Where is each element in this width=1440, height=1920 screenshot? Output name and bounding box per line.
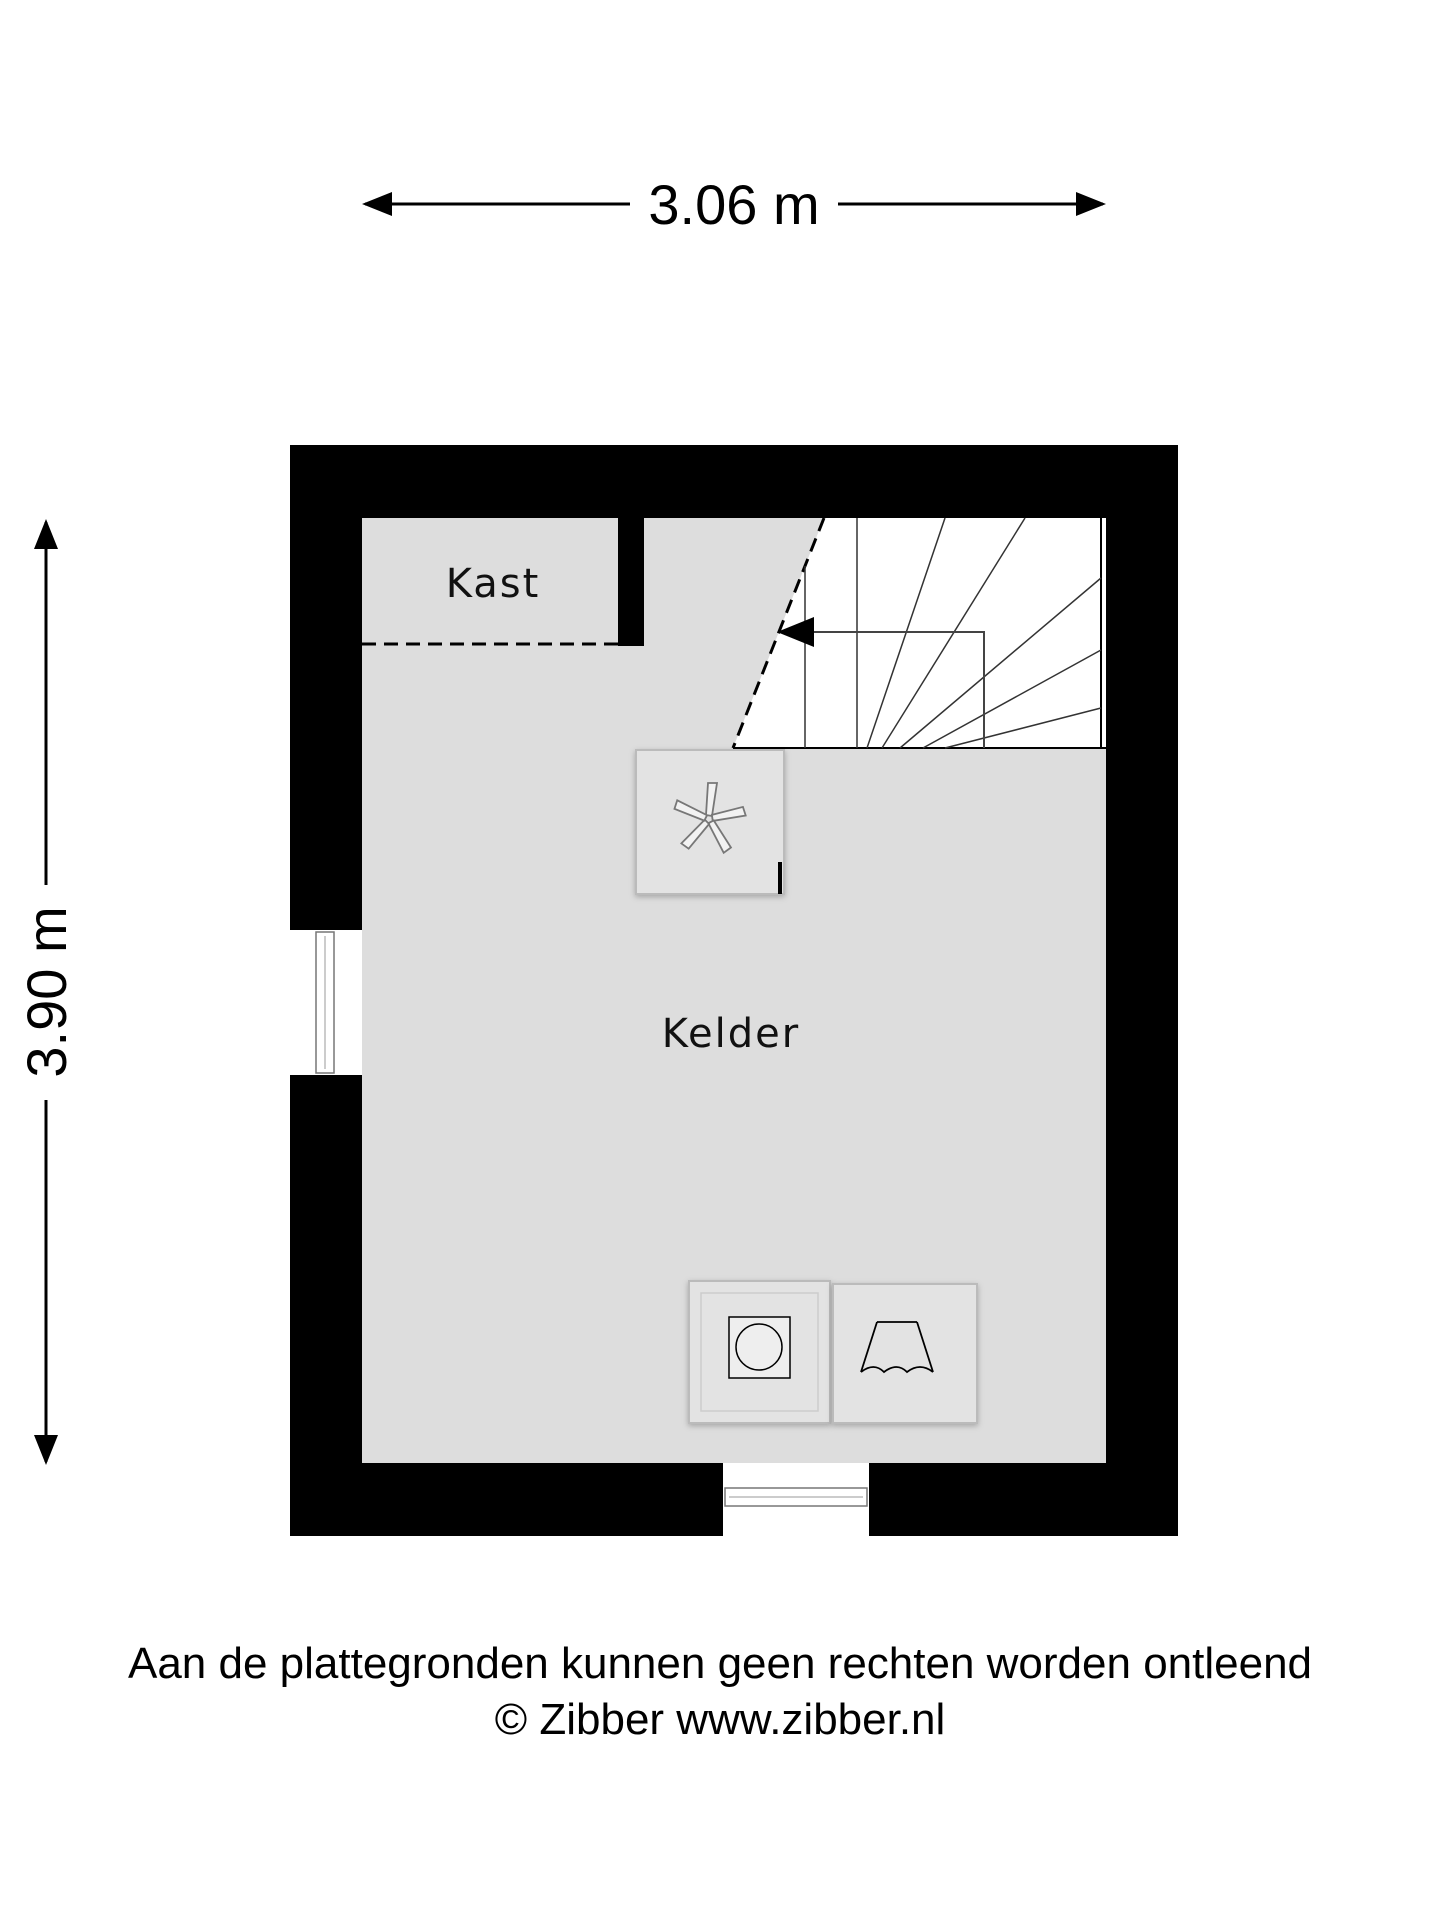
room-label-kast: Kast: [445, 561, 541, 607]
washing-machine-icon: [729, 1317, 790, 1378]
room-label-kelder: Kelder: [661, 1011, 801, 1057]
window-bottom: [723, 1463, 869, 1538]
disclaimer-text: Aan de plattegronden kunnen geen rechten worden ontleend: [127, 1639, 1313, 1688]
closet-wall: [618, 518, 644, 646]
height-label: 3.90 m: [15, 906, 78, 1078]
window-left: [288, 930, 362, 1075]
copyright-text: © Zibber www.zibber.nl: [494, 1695, 946, 1744]
width-label: 3.06 m: [648, 173, 820, 236]
width-dimension: [365, 173, 1103, 236]
dryer: [833, 1284, 977, 1423]
height-dimension: [15, 522, 78, 1462]
footer: [0, 1636, 1440, 1748]
